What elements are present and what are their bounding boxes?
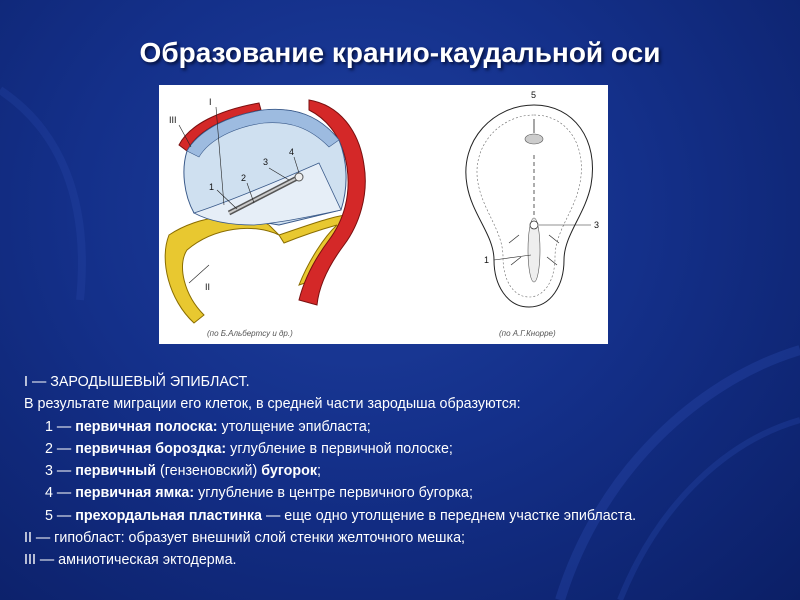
embryo-figure: [159, 85, 608, 344]
item-5-desc: — еще одно утолщение в переднем участке эпибласта.: [262, 507, 637, 524]
label-1-right: 1: [484, 255, 490, 265]
item-3-mid: (гензеновский): [156, 463, 262, 480]
label-2: 2: [241, 173, 247, 183]
line-item-2: [24, 438, 794, 460]
item-4-desc: углубление в центре первичного бугорка;: [194, 485, 473, 502]
line-item-4: [24, 482, 794, 504]
left-figure-caption: (по Б.Альбертсу и др.): [207, 329, 293, 338]
item-1-term: первичная полоска:: [75, 418, 218, 435]
item-3-term2: бугорок: [261, 463, 317, 480]
left-embryo-drawing: [165, 97, 365, 323]
item-2-number: 2 —: [45, 440, 76, 457]
item-3-term: первичный: [75, 463, 157, 480]
item-5-term: прехордальная пластинка: [75, 507, 262, 524]
item-3-number: 3 —: [45, 463, 76, 480]
item-1-desc: утолщение эпибласта;: [217, 418, 371, 435]
line-hypoblast: II — гипобласт: образует внешний слой стенки желточного мешка;: [24, 530, 465, 547]
slide-title: Образование кранио-каудальной оси: [139, 37, 661, 68]
item-4-number: 4 —: [45, 485, 76, 502]
label-III: III: [169, 115, 177, 125]
label-3-right: 3: [594, 220, 600, 230]
item-1-number: 1 —: [45, 418, 76, 435]
line-epiblast: I — ЗАРОДЫШЕВЫЙ ЭПИБЛАСТ.: [24, 374, 250, 390]
description-text: [24, 371, 794, 572]
line-migration: В результате миграции его клеток, в средней части зародыша образуются:: [24, 396, 521, 413]
right-embryo-drawing: [466, 90, 599, 307]
item-2-desc: углубление в первичной полоске;: [226, 440, 453, 457]
line-amniotic: III — амниотическая эктодерма.: [24, 552, 237, 569]
item-5-number: 5 —: [45, 507, 76, 524]
line-item-1: [24, 416, 794, 438]
item-3-end: ;: [316, 463, 321, 480]
right-figure-caption: (по А.Г.Кнорре): [499, 329, 556, 338]
label-1: 1: [209, 182, 215, 192]
label-5: 5: [531, 90, 537, 100]
label-II: II: [205, 282, 211, 292]
item-4-term: первичная ямка:: [75, 485, 195, 502]
label-I: I: [209, 97, 212, 107]
label-3: 3: [263, 157, 269, 167]
item-2-term: первичная бороздка:: [75, 440, 227, 457]
embryo-illustrations: [159, 85, 608, 344]
line-item-3: [24, 460, 794, 482]
line-item-5: [24, 505, 794, 527]
label-4: 4: [289, 147, 295, 157]
